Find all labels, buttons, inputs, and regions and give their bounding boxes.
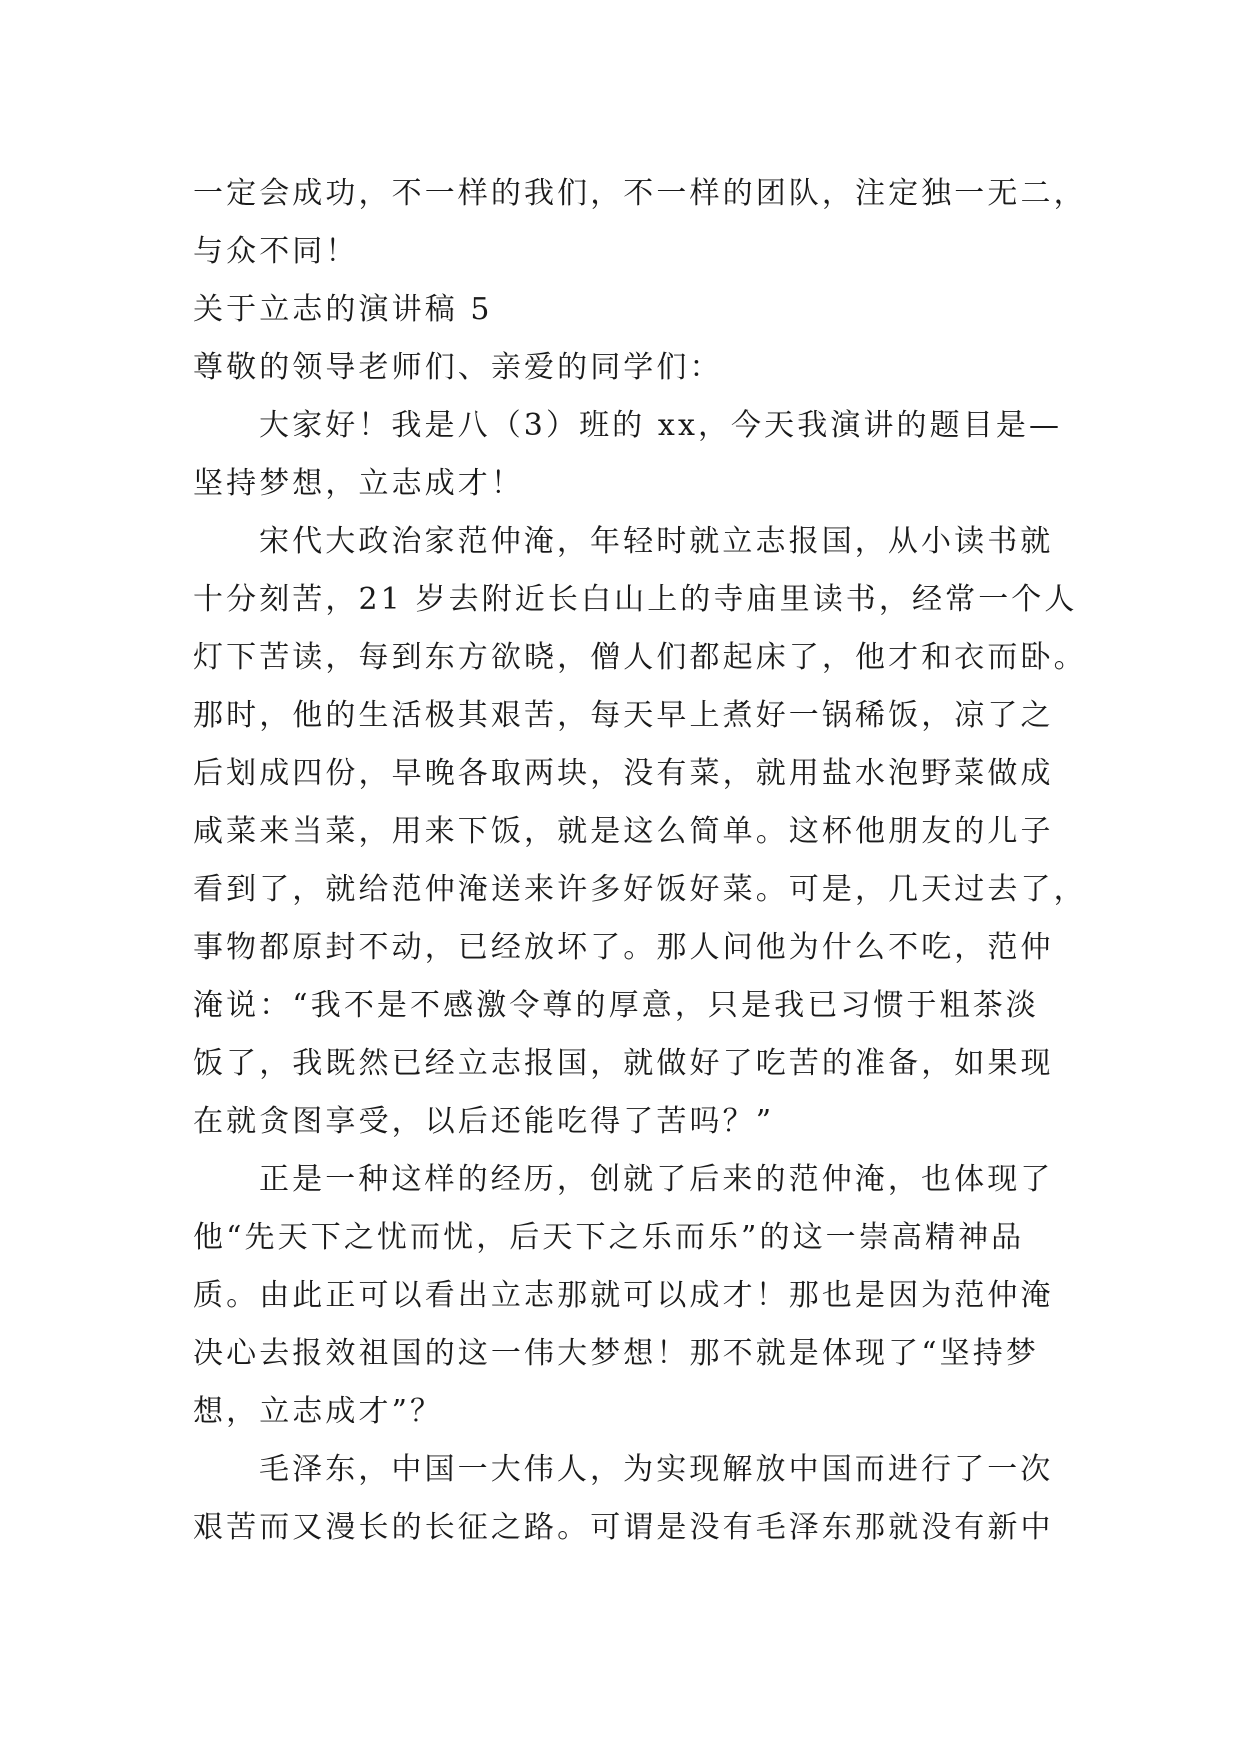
text-line: 坚持梦想，立志成才！ [193,466,524,501]
text-line: 咸菜来当菜，用来下饭，就是这么简单。这杯他朋友的儿子 [193,814,1054,849]
text-line: 淹说：“我不是不感激令尊的厚意，只是我已习惯于粗茶淡 [193,988,1039,1023]
text-line: 一定会成功，不一样的我们，不一样的团队，注定独一无二， [193,176,1087,211]
text-line: 与众不同！ [193,234,359,269]
text-line: 看到了，就给范仲淹送来许多好饭好菜。可是，几天过去了， [193,872,1087,907]
text-line: 毛泽东，中国一大伟人，为实现解放中国而进行了一次 [259,1452,1054,1487]
text-line: 十分刻苦，21 岁去附近长白山上的寺庙里读书，经常一个人 [193,582,1078,617]
text-line: 质。由此正可以看出立志那就可以成才！那也是因为范仲淹 [193,1278,1054,1313]
text-line: 在就贪图享受，以后还能吃得了苦吗？” [193,1104,775,1139]
document-body [193,165,1087,1557]
text-line: 事物都原封不动，已经放坏了。那人问他为什么不吃，范仲 [193,930,1054,965]
text-line: 大家好！我是八（3）班的 xx，今天我演讲的题目是— [259,408,1063,443]
text-line: 关于立志的演讲稿 5 [193,292,493,327]
text-line: 正是一种这样的经历，创就了后来的范仲淹，也体现了 [259,1162,1054,1197]
text-line: 决心去报效祖国的这一伟大梦想！那不就是体现了“坚持梦 [193,1336,1039,1371]
text-line: 饭了，我既然已经立志报国，就做好了吃苦的准备，如果现 [193,1046,1054,1081]
text-line: 尊敬的领导老师们、亲爱的同学们： [193,350,723,385]
text-line: 艰苦而又漫长的长征之路。可谓是没有毛泽东那就没有新中 [193,1510,1054,1545]
text-line: 宋代大政治家范仲淹，年轻时就立志报国，从小读书就 [259,524,1054,559]
text-line: 想，立志成才”？ [193,1394,444,1429]
text-line: 灯下苦读，每到东方欲晓，僧人们都起床了，他才和衣而卧。 [193,640,1087,675]
text-line: 后划成四份，早晚各取两块，没有菜，就用盐水泡野菜做成 [193,756,1054,791]
text-line: 他“先天下之忧而忧，后天下之乐而乐”的这一崇高精神品 [193,1220,1025,1255]
text-line: 那时，他的生活极其艰苦，每天早上煮好一锅稀饭，凉了之 [193,698,1054,733]
